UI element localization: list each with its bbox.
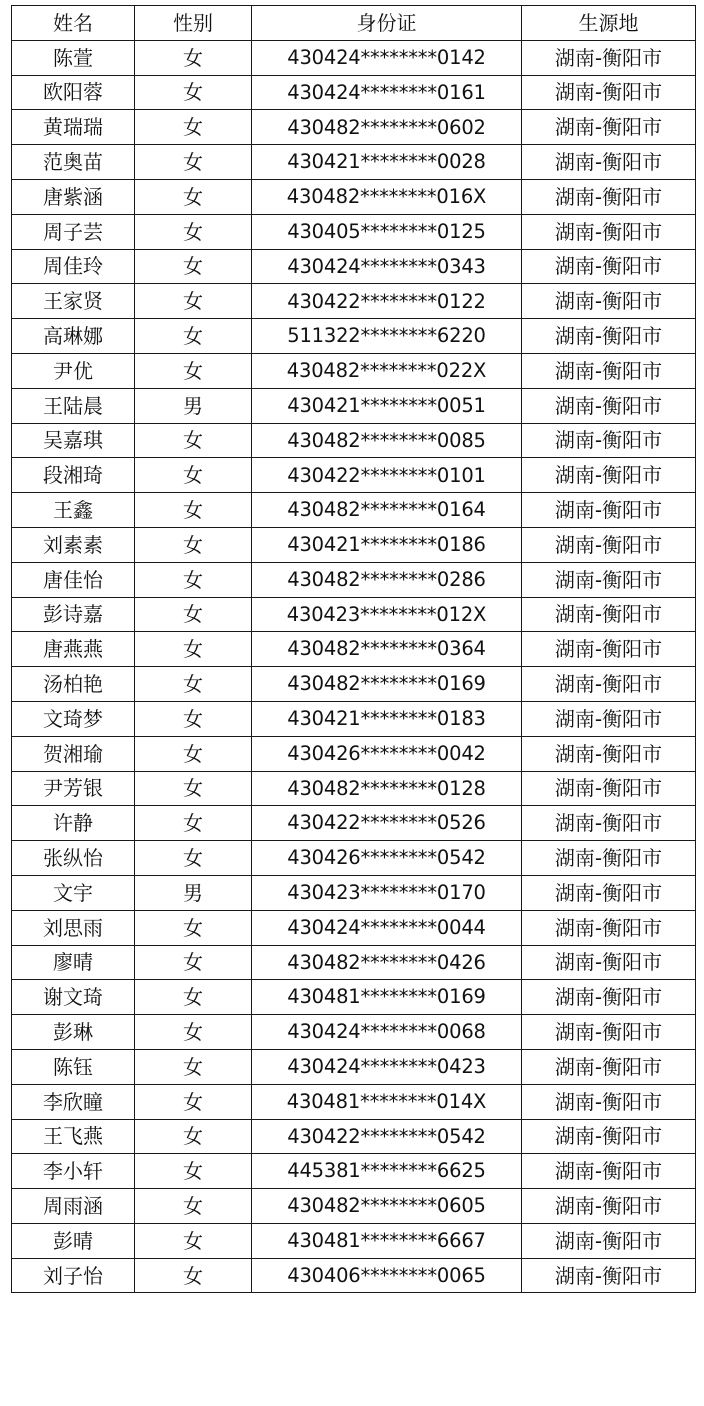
cell-gender: 女: [135, 493, 252, 528]
cell-origin: 湖南-衡阳市: [522, 806, 696, 841]
cell-name: 刘思雨: [12, 910, 135, 945]
table-row: [12, 632, 696, 667]
table-row: [12, 249, 696, 284]
cell-name: 李小轩: [12, 1154, 135, 1189]
cell-origin: 湖南-衡阳市: [522, 214, 696, 249]
cell-origin: 湖南-衡阳市: [522, 771, 696, 806]
cell-name: 彭晴: [12, 1223, 135, 1258]
cell-origin: 湖南-衡阳市: [522, 1119, 696, 1154]
cell-gender: 女: [135, 527, 252, 562]
cell-origin: 湖南-衡阳市: [522, 1049, 696, 1084]
cell-id-number: 430482********0169: [252, 667, 522, 702]
cell-origin: 湖南-衡阳市: [522, 1084, 696, 1119]
cell-gender: 女: [135, 145, 252, 180]
cell-name: 周佳玲: [12, 249, 135, 284]
cell-gender: 女: [135, 562, 252, 597]
cell-origin: 湖南-衡阳市: [522, 597, 696, 632]
table-row: [12, 875, 696, 910]
cell-name: 唐佳怡: [12, 562, 135, 597]
cell-gender: 女: [135, 1223, 252, 1258]
cell-id-number: 430482********016X: [252, 179, 522, 214]
cell-origin: 湖南-衡阳市: [522, 493, 696, 528]
cell-origin: 湖南-衡阳市: [522, 945, 696, 980]
cell-gender: 女: [135, 1258, 252, 1293]
cell-id-number: 430424********0142: [252, 40, 522, 75]
cell-name: 李欣瞳: [12, 1084, 135, 1119]
cell-name: 彭琳: [12, 1015, 135, 1050]
cell-name: 周雨涵: [12, 1189, 135, 1224]
cell-origin: 湖南-衡阳市: [522, 1223, 696, 1258]
cell-name: 彭诗嘉: [12, 597, 135, 632]
cell-gender: 女: [135, 841, 252, 876]
cell-id-number: 430482********0085: [252, 423, 522, 458]
table-row: [12, 841, 696, 876]
table-row: [12, 1154, 696, 1189]
cell-gender: 女: [135, 1119, 252, 1154]
table-row: [12, 40, 696, 75]
cell-gender: 女: [135, 910, 252, 945]
cell-id-number: 430424********0044: [252, 910, 522, 945]
cell-id-number: 430426********0042: [252, 736, 522, 771]
cell-origin: 湖南-衡阳市: [522, 110, 696, 145]
cell-gender: 女: [135, 806, 252, 841]
cell-name: 唐紫涵: [12, 179, 135, 214]
table-row: [12, 110, 696, 145]
cell-origin: 湖南-衡阳市: [522, 179, 696, 214]
cell-name: 王鑫: [12, 493, 135, 528]
header-name: 姓名: [12, 6, 135, 41]
table-row: [12, 597, 696, 632]
cell-gender: 女: [135, 771, 252, 806]
cell-origin: 湖南-衡阳市: [522, 1015, 696, 1050]
cell-origin: 湖南-衡阳市: [522, 736, 696, 771]
cell-origin: 湖南-衡阳市: [522, 249, 696, 284]
cell-name: 周子芸: [12, 214, 135, 249]
cell-name: 欧阳蓉: [12, 75, 135, 110]
cell-id-number: 430424********0161: [252, 75, 522, 110]
cell-id-number: 430422********0101: [252, 458, 522, 493]
cell-id-number: 430424********0068: [252, 1015, 522, 1050]
cell-gender: 女: [135, 214, 252, 249]
cell-id-number: 430482********0286: [252, 562, 522, 597]
table-row: [12, 353, 696, 388]
cell-id-number: 430481********6667: [252, 1223, 522, 1258]
cell-origin: 湖南-衡阳市: [522, 353, 696, 388]
cell-name: 王陆晨: [12, 388, 135, 423]
cell-name: 段湘琦: [12, 458, 135, 493]
cell-id-number: 511322********6220: [252, 319, 522, 354]
cell-gender: 女: [135, 423, 252, 458]
table-row: [12, 910, 696, 945]
cell-id-number: 430423********0170: [252, 875, 522, 910]
cell-name: 范奥苗: [12, 145, 135, 180]
table-row: [12, 1015, 696, 1050]
cell-name: 高琳娜: [12, 319, 135, 354]
cell-gender: 女: [135, 736, 252, 771]
cell-gender: 女: [135, 1015, 252, 1050]
cell-id-number: 430424********0343: [252, 249, 522, 284]
cell-origin: 湖南-衡阳市: [522, 1189, 696, 1224]
cell-gender: 女: [135, 179, 252, 214]
cell-origin: 湖南-衡阳市: [522, 423, 696, 458]
table-row: [12, 458, 696, 493]
table-row: [12, 562, 696, 597]
cell-gender: 女: [135, 597, 252, 632]
cell-name: 刘子怡: [12, 1258, 135, 1293]
cell-name: 尹芳银: [12, 771, 135, 806]
cell-name: 许静: [12, 806, 135, 841]
cell-name: 陈钰: [12, 1049, 135, 1084]
cell-id-number: 430421********0028: [252, 145, 522, 180]
table-row: [12, 806, 696, 841]
cell-name: 王飞燕: [12, 1119, 135, 1154]
cell-gender: 女: [135, 1084, 252, 1119]
cell-origin: 湖南-衡阳市: [522, 701, 696, 736]
table-body: [12, 40, 696, 1293]
cell-gender: 女: [135, 110, 252, 145]
cell-id-number: 430481********0169: [252, 980, 522, 1015]
cell-origin: 湖南-衡阳市: [522, 1154, 696, 1189]
table-row: [12, 1119, 696, 1154]
cell-id-number: 430423********012X: [252, 597, 522, 632]
table-row: [12, 214, 696, 249]
table-row: [12, 1223, 696, 1258]
cell-gender: 女: [135, 1154, 252, 1189]
student-table: [11, 5, 696, 1293]
cell-origin: 湖南-衡阳市: [522, 980, 696, 1015]
cell-gender: 女: [135, 75, 252, 110]
cell-origin: 湖南-衡阳市: [522, 458, 696, 493]
cell-id-number: 430421********0051: [252, 388, 522, 423]
table-row: [12, 980, 696, 1015]
cell-id-number: 430426********0542: [252, 841, 522, 876]
table-row: [12, 1049, 696, 1084]
cell-id-number: 430482********0128: [252, 771, 522, 806]
table-row: [12, 527, 696, 562]
cell-name: 吴嘉琪: [12, 423, 135, 458]
cell-gender: 男: [135, 875, 252, 910]
cell-origin: 湖南-衡阳市: [522, 527, 696, 562]
cell-id-number: 430422********0542: [252, 1119, 522, 1154]
cell-origin: 湖南-衡阳市: [522, 145, 696, 180]
cell-id-number: 430424********0423: [252, 1049, 522, 1084]
cell-name: 陈萱: [12, 40, 135, 75]
table-row: [12, 145, 696, 180]
cell-id-number: 430482********0164: [252, 493, 522, 528]
cell-gender: 女: [135, 284, 252, 319]
cell-id-number: 430481********014X: [252, 1084, 522, 1119]
cell-origin: 湖南-衡阳市: [522, 562, 696, 597]
cell-id-number: 430421********0183: [252, 701, 522, 736]
header-gender: 性别: [135, 6, 252, 41]
cell-origin: 湖南-衡阳市: [522, 841, 696, 876]
cell-gender: 女: [135, 701, 252, 736]
cell-origin: 湖南-衡阳市: [522, 875, 696, 910]
cell-gender: 女: [135, 1189, 252, 1224]
cell-gender: 女: [135, 40, 252, 75]
cell-id-number: 430422********0122: [252, 284, 522, 319]
table-row: [12, 179, 696, 214]
cell-id-number: 430405********0125: [252, 214, 522, 249]
cell-origin: 湖南-衡阳市: [522, 632, 696, 667]
cell-id-number: 445381********6625: [252, 1154, 522, 1189]
cell-name: 贺湘瑜: [12, 736, 135, 771]
cell-name: 汤柏艳: [12, 667, 135, 702]
table-row: [12, 945, 696, 980]
cell-name: 文琦梦: [12, 701, 135, 736]
cell-id-number: 430482********0602: [252, 110, 522, 145]
cell-id-number: 430482********0605: [252, 1189, 522, 1224]
cell-name: 张纵怡: [12, 841, 135, 876]
cell-name: 刘素素: [12, 527, 135, 562]
student-table-container: [11, 5, 696, 1293]
table-header-row: [12, 6, 696, 41]
table-row: [12, 423, 696, 458]
table-row: [12, 388, 696, 423]
cell-id-number: 430482********022X: [252, 353, 522, 388]
cell-gender: 男: [135, 388, 252, 423]
cell-origin: 湖南-衡阳市: [522, 319, 696, 354]
table-row: [12, 319, 696, 354]
cell-origin: 湖南-衡阳市: [522, 75, 696, 110]
cell-gender: 女: [135, 353, 252, 388]
cell-gender: 女: [135, 632, 252, 667]
cell-id-number: 430421********0186: [252, 527, 522, 562]
table-row: [12, 667, 696, 702]
table-row: [12, 75, 696, 110]
table-row: [12, 1189, 696, 1224]
cell-origin: 湖南-衡阳市: [522, 40, 696, 75]
cell-id-number: 430406********0065: [252, 1258, 522, 1293]
cell-name: 文宇: [12, 875, 135, 910]
header-origin: 生源地: [522, 6, 696, 41]
cell-origin: 湖南-衡阳市: [522, 388, 696, 423]
cell-id-number: 430422********0526: [252, 806, 522, 841]
cell-gender: 女: [135, 319, 252, 354]
cell-name: 唐燕燕: [12, 632, 135, 667]
cell-name: 王家贤: [12, 284, 135, 319]
cell-origin: 湖南-衡阳市: [522, 667, 696, 702]
table-row: [12, 1258, 696, 1293]
cell-gender: 女: [135, 249, 252, 284]
table-row: [12, 284, 696, 319]
table-row: [12, 771, 696, 806]
cell-origin: 湖南-衡阳市: [522, 284, 696, 319]
cell-name: 谢文琦: [12, 980, 135, 1015]
table-row: [12, 701, 696, 736]
cell-gender: 女: [135, 945, 252, 980]
cell-name: 廖晴: [12, 945, 135, 980]
table-row: [12, 493, 696, 528]
cell-id-number: 430482********0426: [252, 945, 522, 980]
cell-origin: 湖南-衡阳市: [522, 910, 696, 945]
cell-name: 黄瑞瑞: [12, 110, 135, 145]
table-row: [12, 736, 696, 771]
header-id-number: 身份证: [252, 6, 522, 41]
cell-gender: 女: [135, 458, 252, 493]
cell-name: 尹优: [12, 353, 135, 388]
cell-gender: 女: [135, 1049, 252, 1084]
cell-origin: 湖南-衡阳市: [522, 1258, 696, 1293]
cell-gender: 女: [135, 980, 252, 1015]
table-row: [12, 1084, 696, 1119]
cell-id-number: 430482********0364: [252, 632, 522, 667]
cell-gender: 女: [135, 667, 252, 702]
